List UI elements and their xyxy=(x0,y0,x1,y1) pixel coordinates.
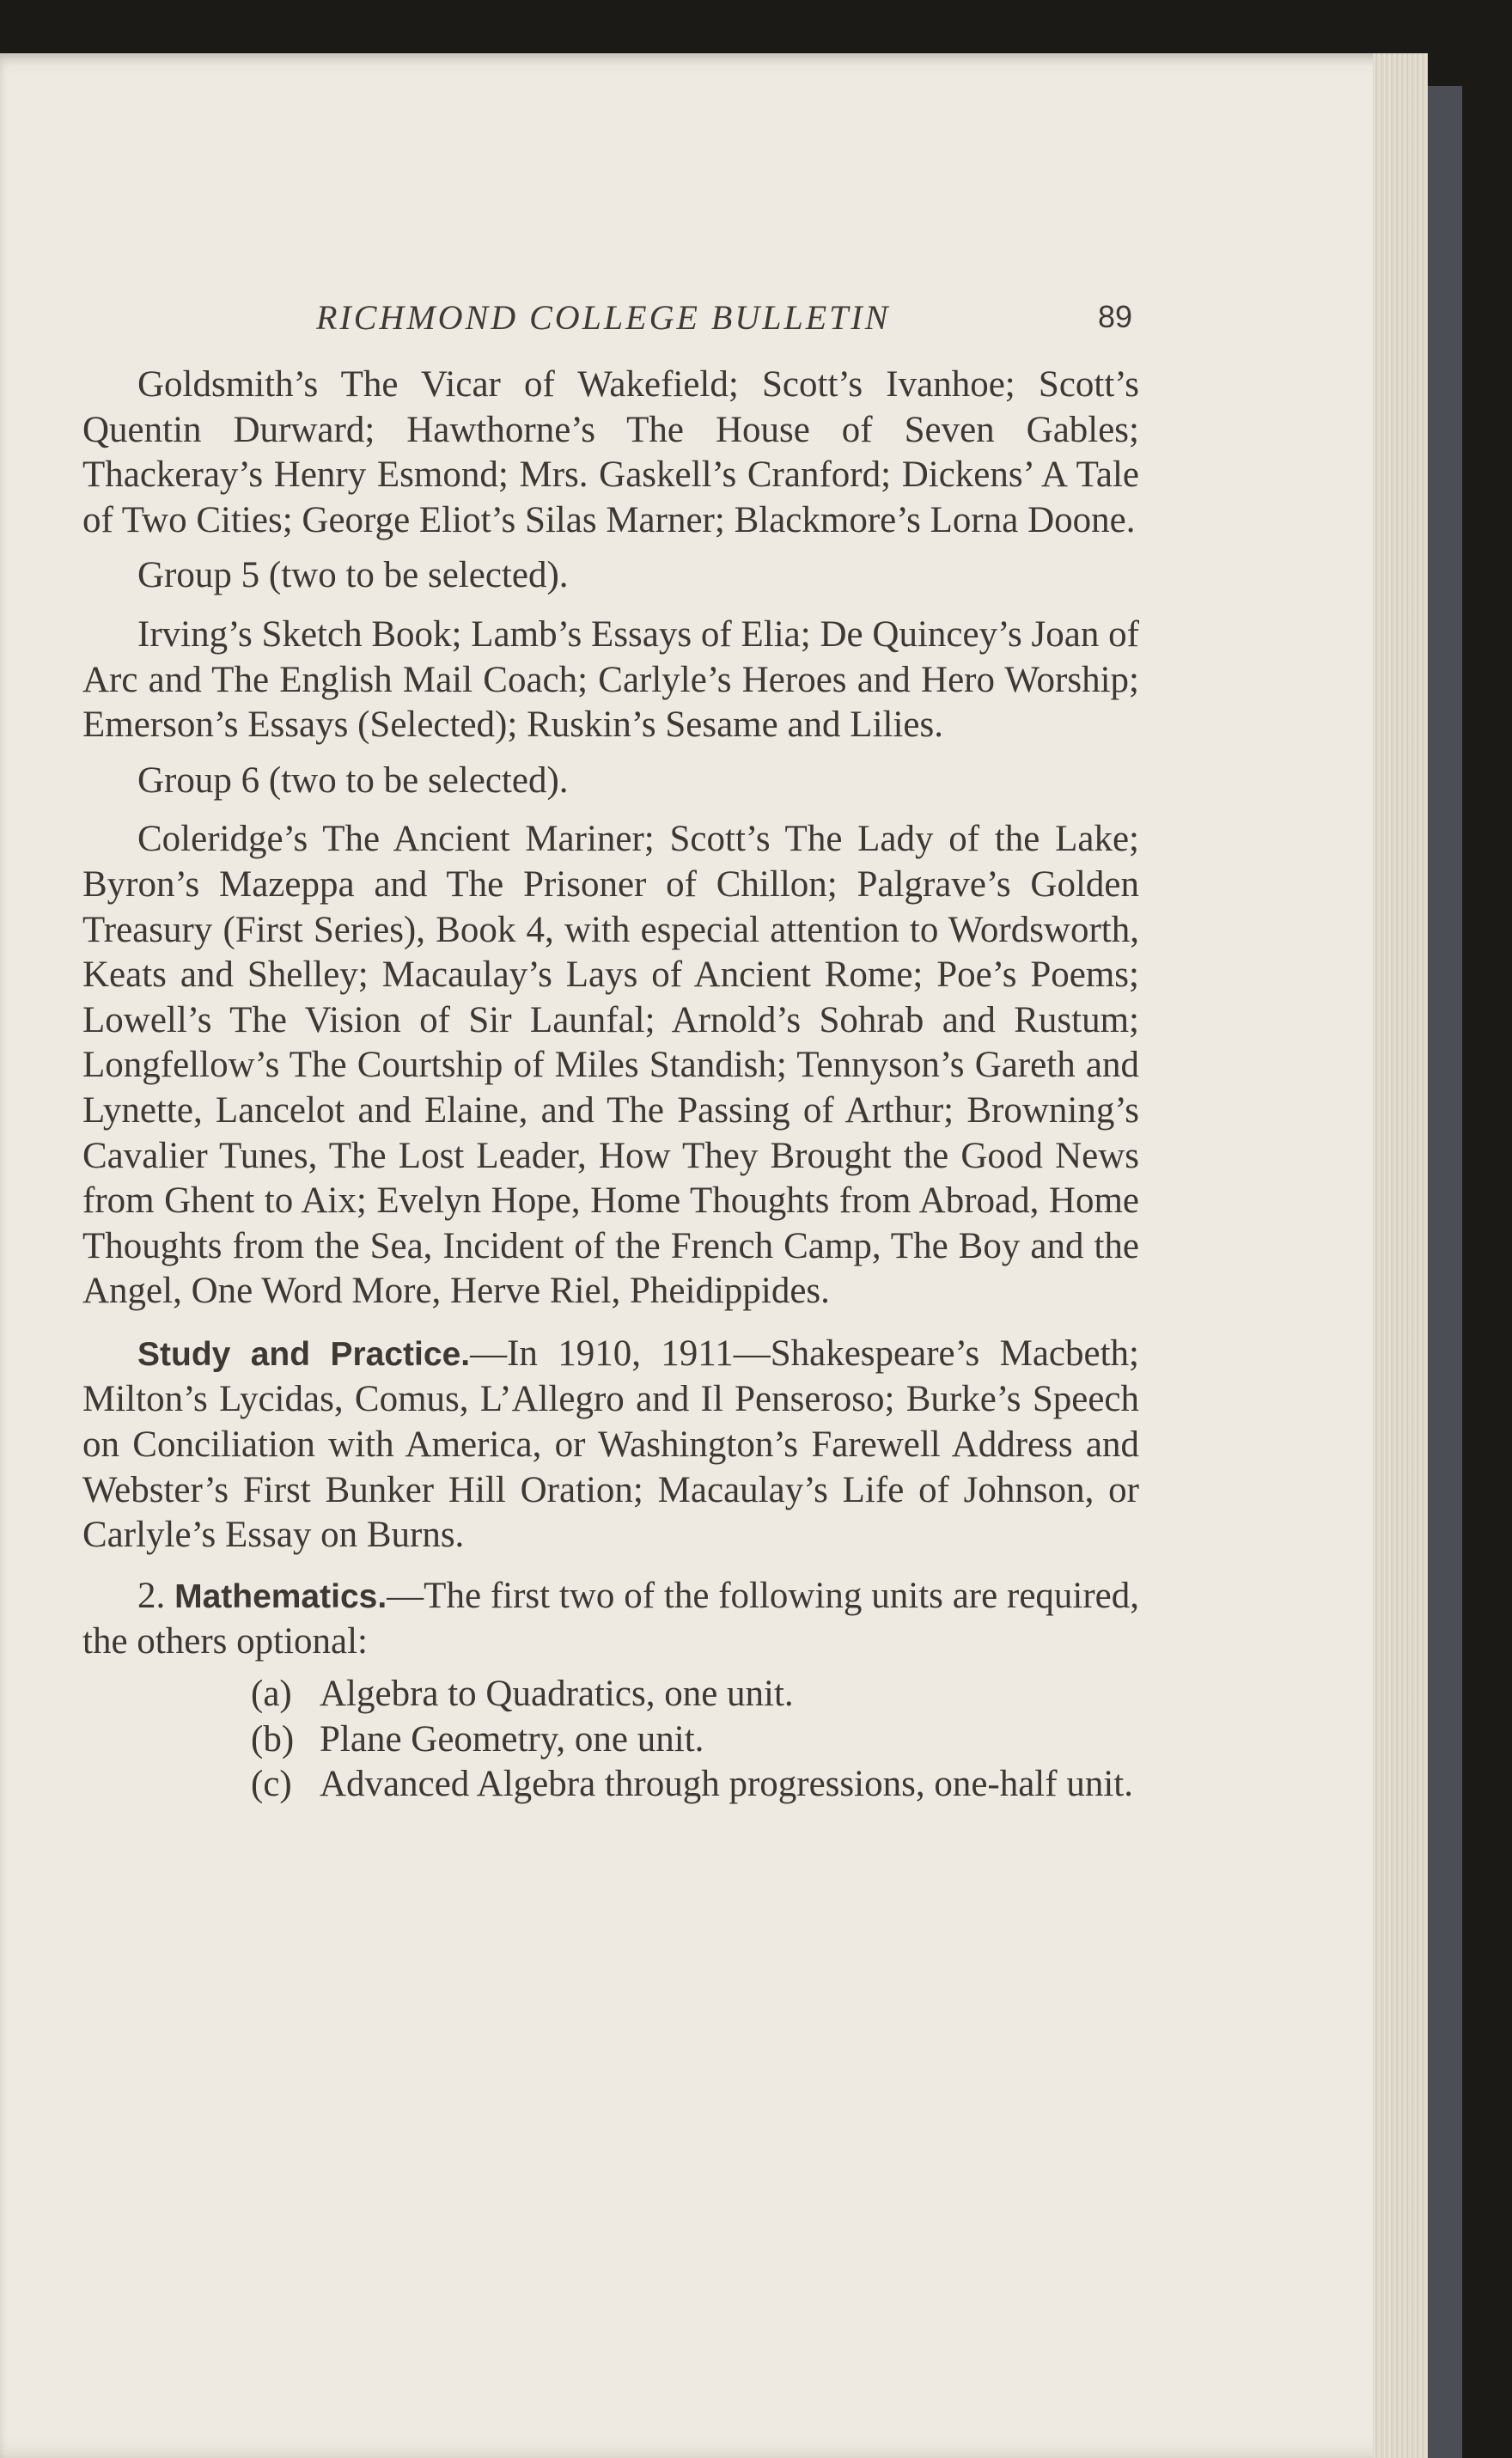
mathematics-paragraph xyxy=(82,1574,1139,1665)
list-item xyxy=(82,1717,1139,1763)
list-item-label: (c) xyxy=(251,1764,292,1805)
group-5-list: Irving’s Sketch Book; Lamb’s Essays of Elia; De Quincey’s Joan of Arc and The English Mail Coach; Carlyle’s Heroes and Hero Worship; Emerson’s Essays (Selected); Ruskin’s Sesame and Lilies. xyxy=(82,613,1139,746)
mathematics-number: 2. xyxy=(137,1575,166,1616)
reading-list-paragraph: Goldsmith’s The Vicar of Wakefield; Scott’s Ivanhoe; Scott’s Quentin Durward; Hawthorne’s The House of Seven Gables; Thackeray’s Henry Esmond; Mrs. Gaskell’s Cranford; Dickens’ A Tale of Two Cities; George Eliot’s Silas Marner; Blackmore’s Lorna Doone. xyxy=(82,364,1139,540)
group-6-heading: Group 6 (two to be selected). xyxy=(137,759,569,801)
list-item-label: (b) xyxy=(251,1718,295,1760)
group-5-heading: Group 5 (two to be selected). xyxy=(137,555,569,596)
page-edges xyxy=(1373,53,1428,2458)
running-title: RICHMOND COLLEGE BULLETIN xyxy=(316,298,891,337)
mathematics-text: —The first two of the following units are required, the others optional: xyxy=(82,1575,1140,1662)
list-item xyxy=(82,1672,1139,1717)
group-6-list: Coleridge’s The Ancient Mariner; Scott’s The Lady of the Lake; Byron’s Mazeppa and The Prisoner of Chillon; Palgrave’s Golden Treasury (First Series), Book 4, with especial attention to Wordsworth, Keats and Shelley; Macaulay’s Lays of Ancient Rome; Poe’s Poems; Lowell’s The Vision of Sir Launfal; Arnold’s Sohrab and Rustum; Longfellow’s The Courtship of Miles Standish; Tennyson’s Gareth and Lynette, Lancelot and Elaine, and The Passing of Arthur; Browning’s Cavalier Tunes, The Lost Leader, How They Brought the Good News from Ghent to Aix; Evelyn Hope, Home Thoughts from Abroad, Home Thoughts from the Sea, Incident of the French Camp, The Boy and the Angel, One Word More, Herve Riel, Pheidippides. xyxy=(82,819,1139,1312)
list-item xyxy=(82,1762,1139,1808)
mathematics-heading: Mathematics. xyxy=(174,1577,387,1615)
study-practice-paragraph xyxy=(82,1332,1139,1558)
study-practice-heading: Study and Practice. xyxy=(137,1335,471,1373)
study-practice-text: —In 1910, 1911—Shakespeare’s Macbeth; Milton’s Lycidas, Comus, L’Allegro and Il Penseroso; Burke’s Speech on Conciliation with America, or Washington’s Farewell Address and Webster’s First Bunker Hill Oration; Macaulay’s Life of Johnson, or Carlyle’s Essay on Burns. xyxy=(82,1333,1139,1556)
book-cover-board xyxy=(1428,86,1462,2458)
page-body xyxy=(82,363,1139,1808)
list-item-text: Plane Geometry, one unit. xyxy=(320,1718,704,1760)
page-number: 89 xyxy=(1097,299,1132,334)
page-header xyxy=(76,297,1132,340)
list-item-label: (a) xyxy=(251,1674,292,1715)
list-item-text: Algebra to Quadratics, one unit. xyxy=(320,1674,794,1715)
list-item-text: Advanced Algebra through progressions, one-half unit. xyxy=(320,1764,1133,1805)
